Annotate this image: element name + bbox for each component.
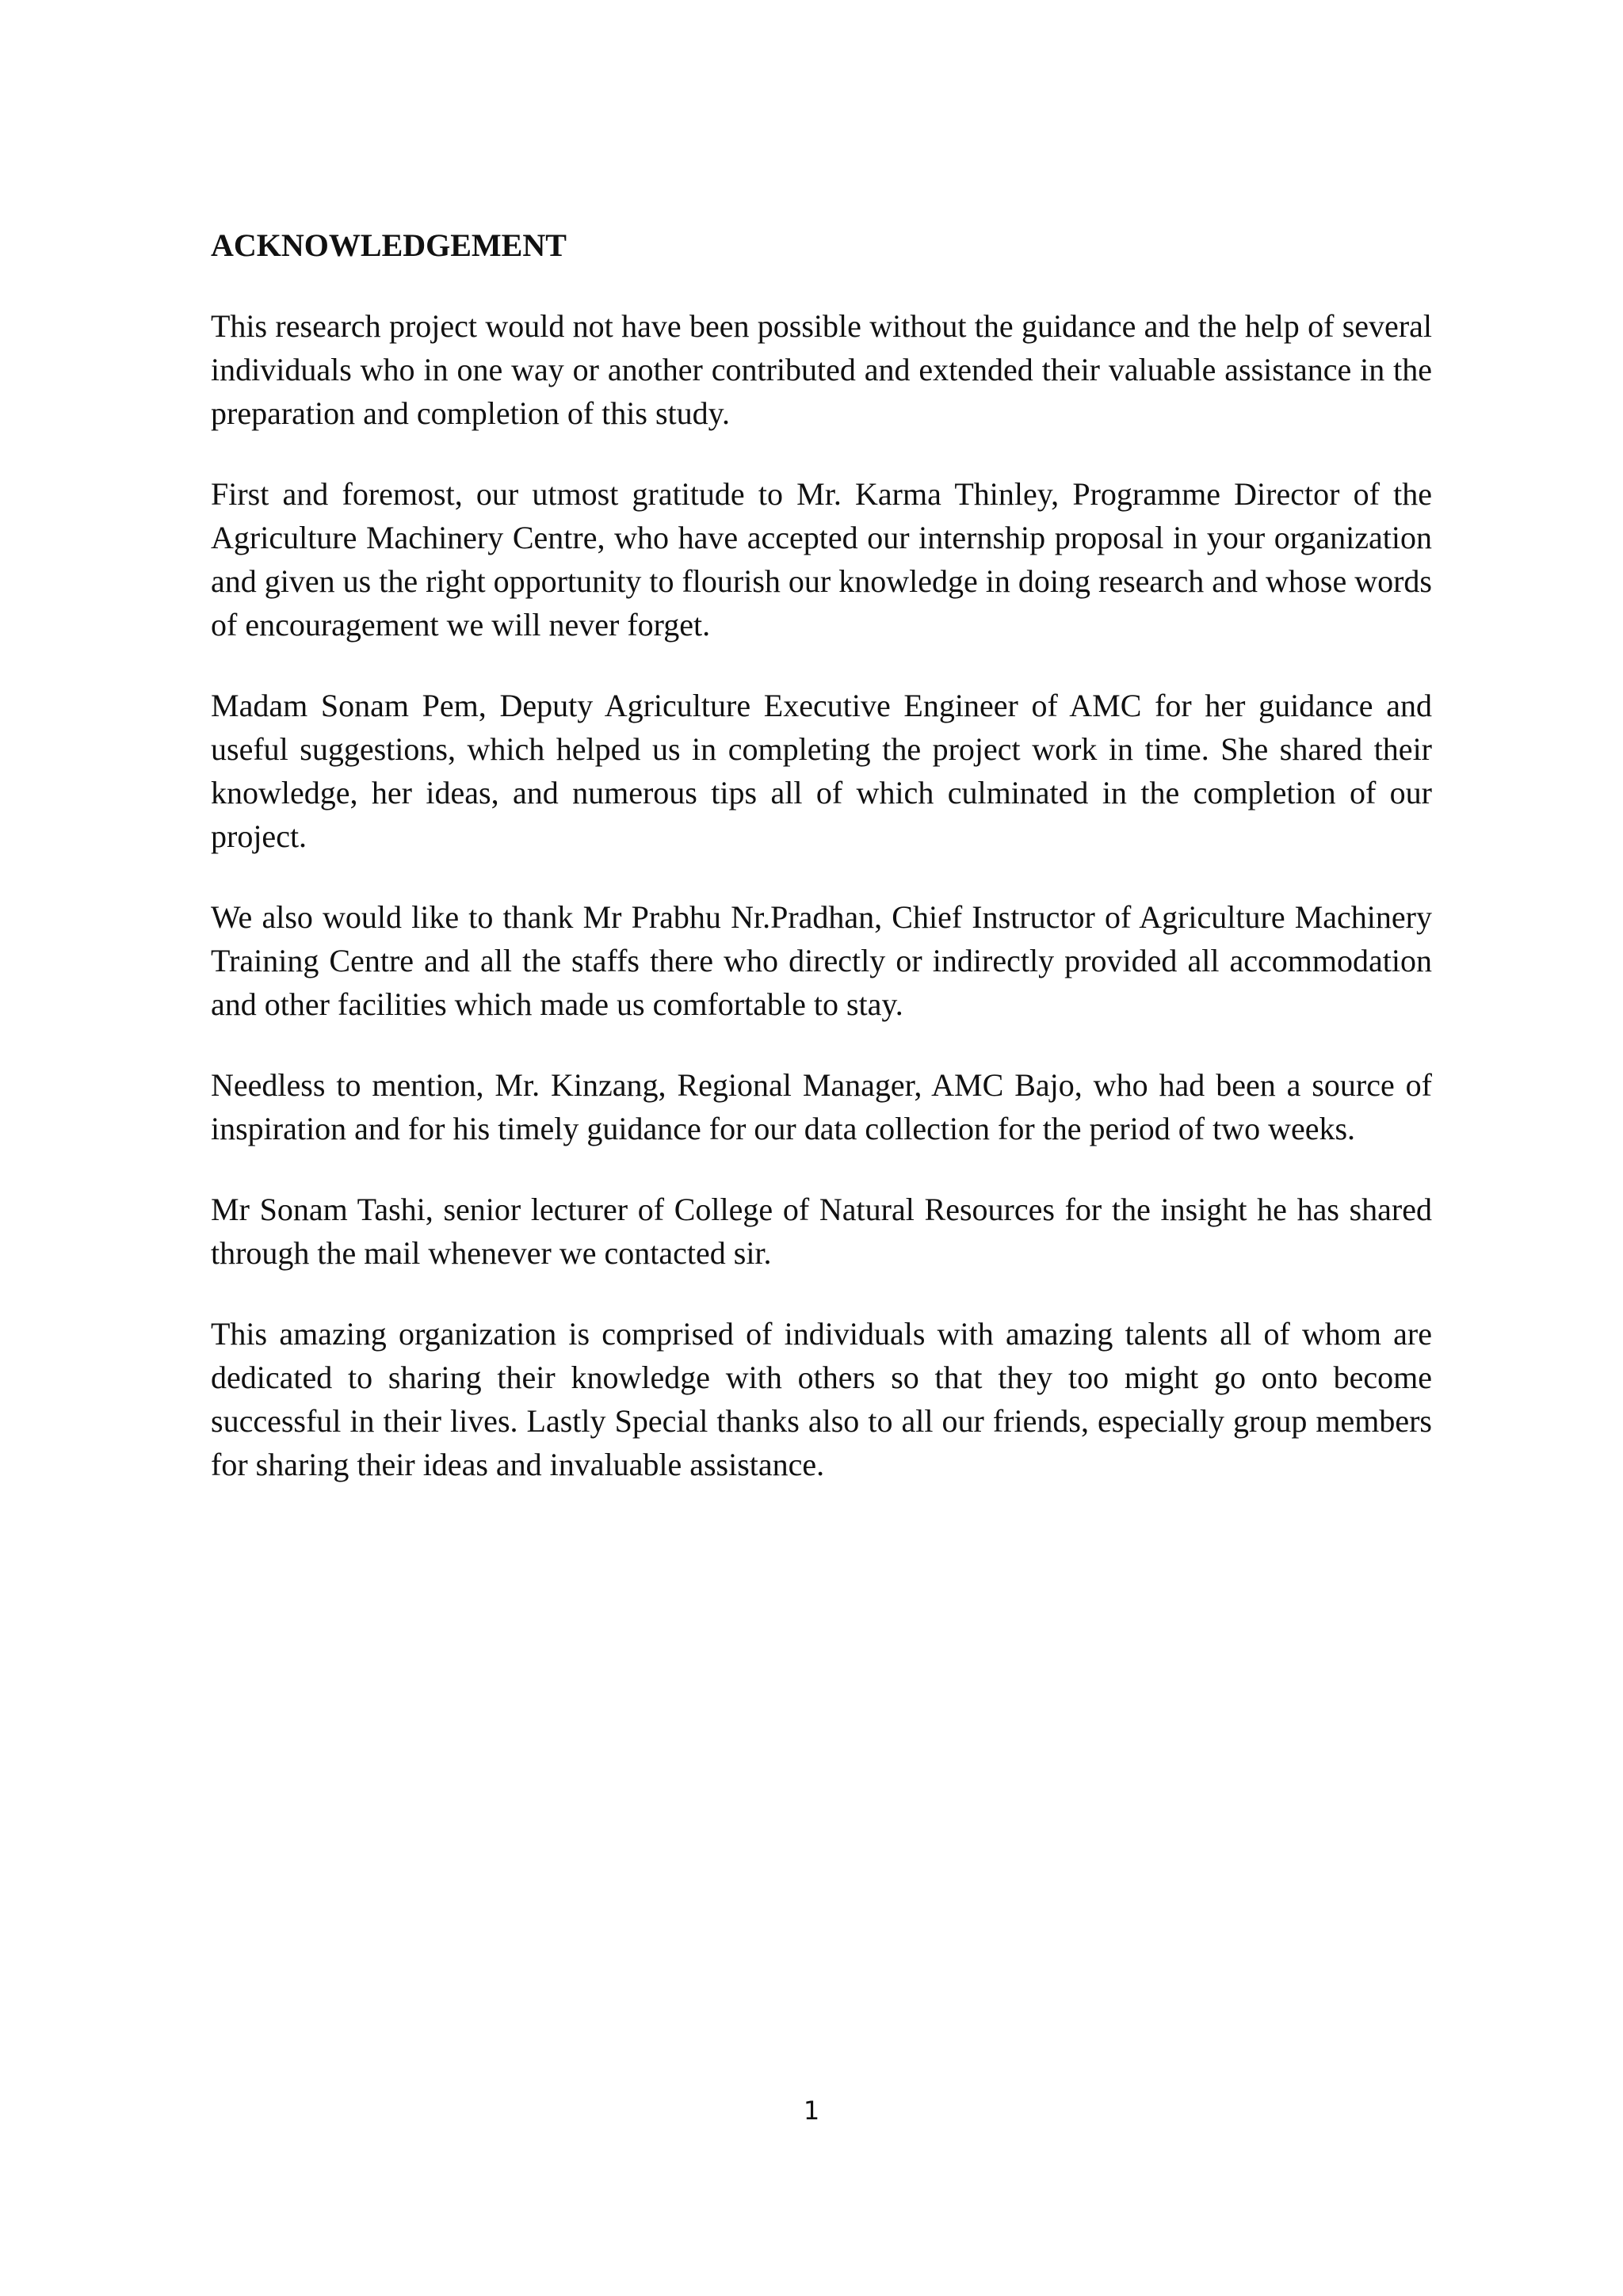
paragraph-closing: This amazing organization is comprised of individuals with amazing talents all of whom are dedicated to sharing their knowledge with others so that they too might go onto become successful in their lives. Lastly Special thanks also to all our friends, especially group members for sharing their ideas and invaluable assistance. — [211, 1316, 1432, 1482]
paragraph-senior-lecturer: Mr Sonam Tashi, senior lecturer of College of Natural Resources for the insight he has shared through the mail whenever we contacted sir. — [211, 1192, 1432, 1271]
paragraph-chief-instructor: We also would like to thank Mr Prabhu Nr.Pradhan, Chief Instructor of Agriculture Machinery Training Centre and all the staffs there who directly or indirectly provided all accommodation and other facilities which made us comfortable to stay. — [211, 899, 1432, 1022]
paragraph-deputy-engineer: Madam Sonam Pem, Deputy Agriculture Executive Engineer of AMC for her guidance and useful suggestions, which helped us in completing the project work in time. She shared their knowledge, her ideas, and numerous tips all of which culminated in the completion of our project. — [211, 688, 1432, 854]
paragraph-programme-director: First and foremost, our utmost gratitude to Mr. Karma Thinley, Programme Director of the Agriculture Machinery Centre, who have accepted our internship proposal in your organization and given us the right opportunity to flourish our knowledge in doing research and whose words of encouragement we will never forget. — [211, 476, 1432, 643]
page-heading: ACKNOWLEDGEMENT — [211, 227, 567, 263]
page-content — [211, 223, 1432, 1524]
paragraph-intro: This research project would not have been possible without the guidance and the help of several individuals who in one way or another contributed and extended their valuable assistance in the preparation and completion of this study. — [211, 308, 1432, 431]
page-number: 1 — [803, 2096, 820, 2126]
paragraph-regional-manager: Needless to mention, Mr. Kinzang, Regional Manager, AMC Bajo, who had been a source of inspiration and for his timely guidance for our data collection for the period of two weeks. — [211, 1067, 1432, 1146]
